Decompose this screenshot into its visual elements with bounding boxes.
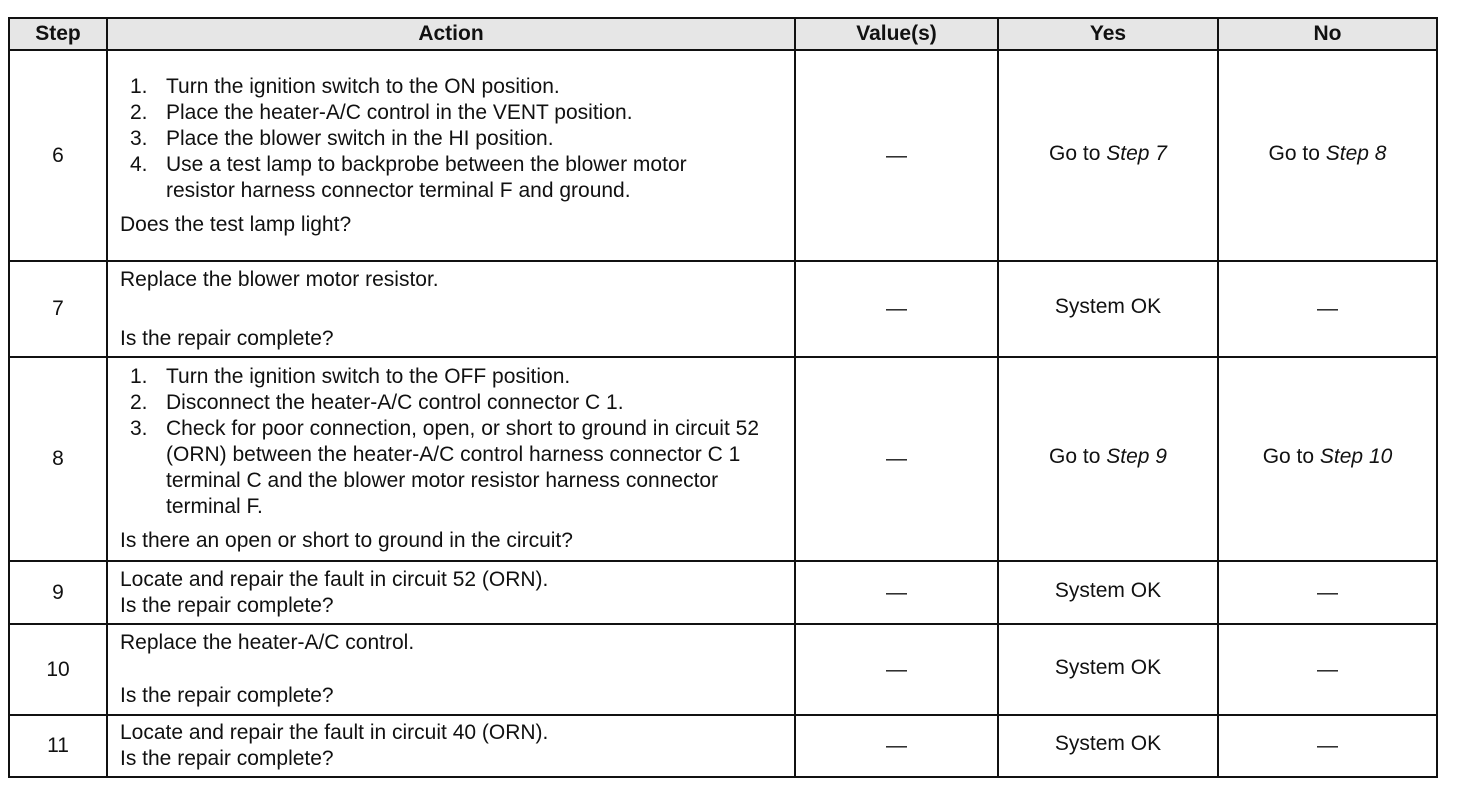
action-question: Is the repair complete? [120, 684, 334, 707]
list-item: 1. Turn the ignition switch to the ON position. [130, 74, 560, 98]
step-number: 8 [9, 357, 107, 561]
header-step: Step [9, 18, 107, 50]
action-question: Does the test lamp light? [120, 212, 352, 236]
header-action: Action [107, 18, 795, 50]
yes-cell: Go to Step 7 [998, 50, 1218, 261]
yes-cell: System OK [998, 561, 1218, 624]
list-item: 4. Use a test lamp to backprobe between the blower motor resistor harness connector terminal F and ground. [130, 152, 687, 202]
no-cell: Go to Step 10 [1218, 357, 1437, 561]
table-row-step-9 [9, 561, 1437, 624]
action-text: Replace the blower motor resistor. [120, 267, 439, 291]
list-item: 2. Disconnect the heater-A/C control connector C 1. [130, 391, 624, 414]
action-list [120, 364, 784, 520]
value-cell: — [795, 357, 998, 561]
action-cell [107, 261, 795, 357]
no-cell: — [1218, 624, 1437, 715]
action-question: Is the repair complete? [120, 593, 334, 617]
value-cell: — [795, 50, 998, 261]
value-cell: — [795, 261, 998, 357]
step-number: 11 [9, 715, 107, 777]
no-cell: — [1218, 261, 1437, 357]
list-item: 2. Place the heater-A/C control in the VENT position. [130, 100, 633, 124]
action-cell [107, 715, 795, 777]
action-cell [107, 561, 795, 624]
table-row-step-7 [9, 261, 1437, 357]
action-text: Locate and repair the fault in circuit 40 (ORN). [120, 721, 549, 744]
header-yes: Yes [998, 18, 1218, 50]
table-row-step-8 [9, 357, 1437, 561]
no-cell: — [1218, 715, 1437, 777]
diagnostic-table [8, 17, 1438, 778]
no-cell: — [1218, 561, 1437, 624]
step-link-label: Step 10 [1319, 445, 1393, 468]
action-cell [107, 624, 795, 715]
value-cell: — [795, 561, 998, 624]
yes-cell: System OK [998, 715, 1218, 777]
table-row-step-6 [9, 50, 1437, 261]
step-number: 6 [9, 50, 107, 261]
value-cell: — [795, 624, 998, 715]
no-cell: Go to Step 8 [1218, 50, 1437, 261]
yes-cell: System OK [998, 261, 1218, 357]
table-row-step-10 [9, 624, 1437, 715]
step-link-label: Step 7 [1106, 141, 1167, 165]
action-question: Is there an open or short to ground in the circuit? [120, 529, 573, 552]
header-values: Value(s) [795, 18, 998, 50]
action-question: Is the repair complete? [120, 747, 334, 770]
step-number: 7 [9, 261, 107, 357]
step-number: 10 [9, 624, 107, 715]
yes-cell: Go to Step 9 [998, 357, 1218, 561]
action-cell [107, 50, 795, 261]
header-no: No [1218, 18, 1437, 50]
step-link-label: Step 9 [1106, 445, 1167, 468]
table-row-step-11 [9, 715, 1437, 777]
action-question: Is the repair complete? [120, 326, 334, 350]
value-cell: — [795, 715, 998, 777]
action-text: Locate and repair the fault in circuit 52 (ORN). [120, 567, 549, 591]
header-row [9, 18, 1437, 50]
list-item: 3. Place the blower switch in the HI position. [130, 126, 554, 150]
action-cell [107, 357, 795, 561]
list-item: 1. Turn the ignition switch to the OFF position. [130, 365, 571, 388]
yes-cell: System OK [998, 624, 1218, 715]
action-list [120, 74, 784, 204]
list-item: 3. Check for poor connection, open, or short to ground in circuit 52 (ORN) between the heater-A/C control harness connector C 1 terminal C and the blower motor resistor harness connector terminal F. [130, 417, 760, 518]
step-link-label: Step 8 [1325, 141, 1387, 165]
action-text: Replace the heater-A/C control. [120, 631, 415, 654]
step-number: 9 [9, 561, 107, 624]
